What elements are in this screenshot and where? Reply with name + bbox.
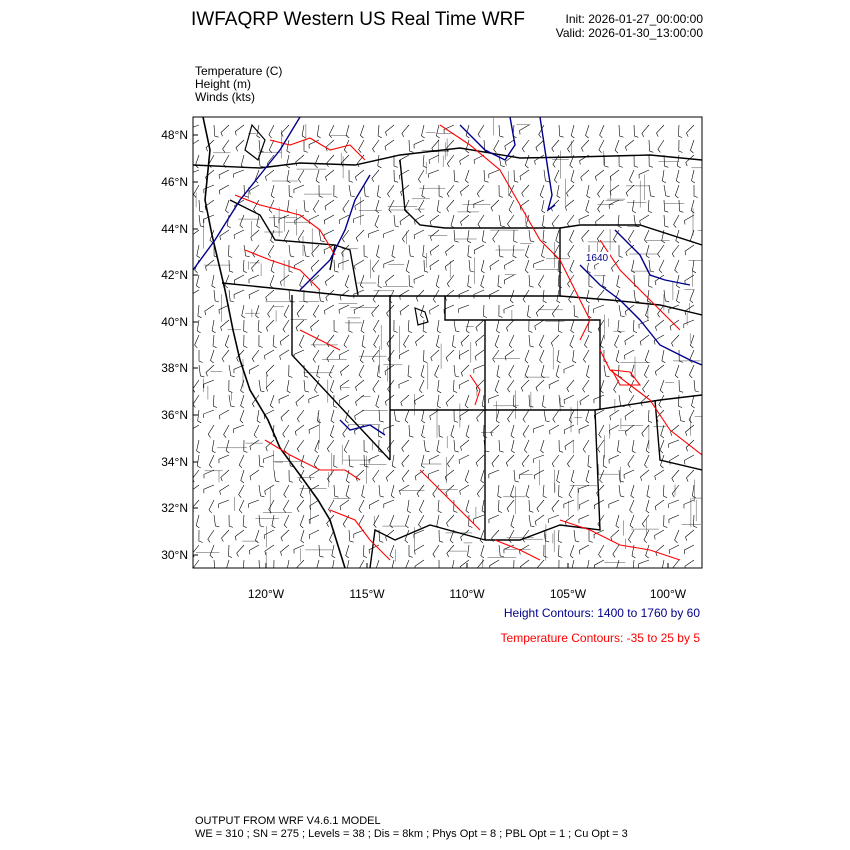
map-background — [193, 117, 702, 568]
valid-time: Valid: 2026-01-30_13:00:00 — [555, 26, 703, 40]
lat-label: 48°N — [161, 128, 188, 142]
lat-label: 30°N — [161, 548, 188, 562]
lon-label: 105°W — [549, 587, 587, 601]
lat-label: 36°N — [161, 408, 188, 422]
height-contours-note: Height Contours: 1400 to 1760 by 60 — [503, 606, 700, 620]
field-temperature: Temperature (C) — [195, 64, 283, 78]
model-info-line1: OUTPUT FROM WRF V4.6.1 MODEL — [195, 815, 381, 827]
lat-label: 42°N — [161, 268, 188, 282]
temperature-contours-note: Temperature Contours: -35 to 25 by 5 — [500, 631, 700, 645]
field-winds: Winds (kts) — [195, 90, 255, 104]
lon-label: 115°W — [349, 587, 385, 601]
lat-label: 44°N — [161, 222, 188, 236]
lat-label: 46°N — [161, 175, 188, 189]
lat-label: 38°N — [161, 361, 188, 375]
height-contour-label: 1640 — [585, 253, 609, 264]
lon-label: 100°W — [649, 587, 687, 601]
init-time: Init: 2026-01-27_00:00:00 — [565, 12, 703, 26]
lon-label: 110°W — [449, 587, 485, 601]
lat-label: 32°N — [161, 501, 188, 515]
map-title: IWFAQRP Western US Real Time WRF — [191, 9, 525, 30]
lon-label: 120°W — [247, 587, 285, 601]
lat-label: 34°N — [161, 455, 188, 469]
lat-label: 40°N — [161, 315, 188, 329]
model-info-line2: WE = 310 ; SN = 275 ; Levels = 38 ; Dis = 8km ; Phys Opt = 8 ; PBL Opt = 1 ; Cu Opt = 3 — [195, 828, 628, 840]
longitude-labels — [248, 587, 687, 601]
field-height: Height (m) — [195, 77, 252, 91]
latitude-labels — [161, 128, 188, 562]
